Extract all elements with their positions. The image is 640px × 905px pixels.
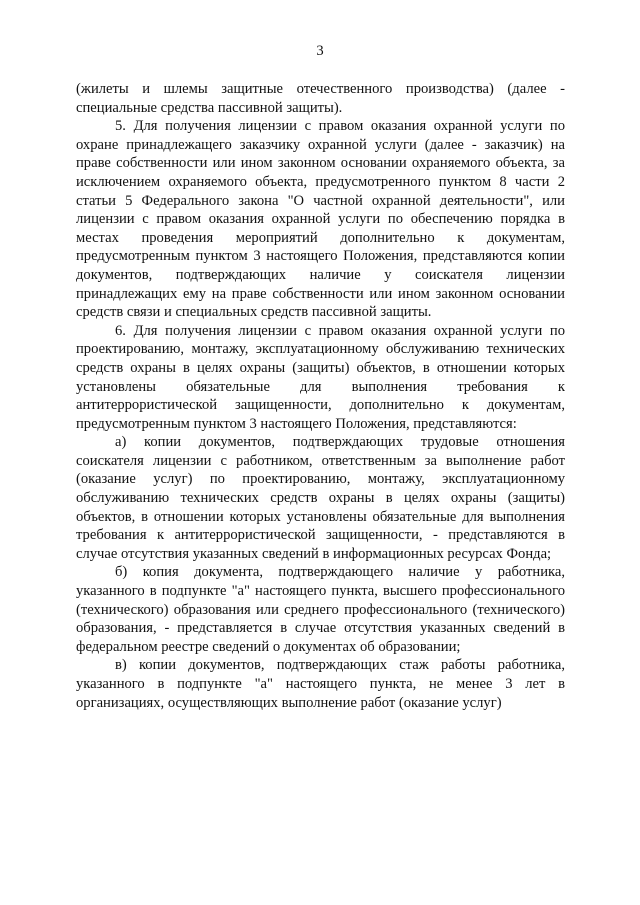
paragraph-item-5: 5. Для получения лицензии с правом оказания охранной услуги по охране принадлежащего заказчику охранной услуги (далее - заказчик) на праве собственности или ином законном основании охраняемого объекта, за исключением охраняемого объекта, предусмотренного пунктом 8 части 2 статьи 5 Федерального закона "О частной охранной деятельности", или лицензии с правом оказания охранной услуги по обеспечению порядка в местах проведения мероприятий дополнительно к документам, предусмотренным пунктом 3 настоящего Положения, представляются копии документов, подтверждающих наличие у соискателя лицензии принадлежащих ему на праве собственности или ином законном основании средств связи и специальных средств пассивной защиты. xyxy=(76,118,565,321)
page-number: 3 xyxy=(316,43,324,59)
subparagraph-v: в) копии документов, подтверждающих стаж работы работника, указанного в подпункте "а" настоящего пункта, не менее 3 лет в организациях, осуществляющих выполнение работ (оказание услуг) xyxy=(76,657,565,711)
subparagraph-a: а) копии документов, подтверждающих трудовые отношения соискателя лицензии с работником, ответственным за выполнение работ (оказание услуг) по проектированию, монтажу, эксплуатационному обслуживанию технических средств охраны в целях охраны (защиты) объектов, в отношении которых установлены обязательные для выполнения требования к антитеррористической защищенности, - представляются в случае отсутствия указанных сведений в информационных ресурсах Фонда; xyxy=(76,434,565,562)
paragraph-continuation: (жилеты и шлемы защитные отечественного производства) (далее - специальные средства пассивной защиты). xyxy=(76,81,565,116)
subparagraph-b: б) копия документа, подтверждающего наличие у работника, указанного в подпункте "а" настоящего пункта, высшего профессионального (технического) образования или среднего профессионального (технического) образования, - представляется в случае отсутствия указанных сведений в федеральном реестре сведений о документах об образовании; xyxy=(76,564,565,655)
paragraph-item-6: 6. Для получения лицензии с правом оказания охранной услуги по проектированию, монтажу, эксплуатационному обслуживанию технических средств охраны в целях охраны (защиты) объектов, в отношении которых установлены обязательные для выполнения требования к антитеррористической защищенности, дополнительно к документам, предусмотренным пунктом 3 настоящего Положения, представляются: xyxy=(76,322,565,432)
document-body xyxy=(76,80,565,712)
